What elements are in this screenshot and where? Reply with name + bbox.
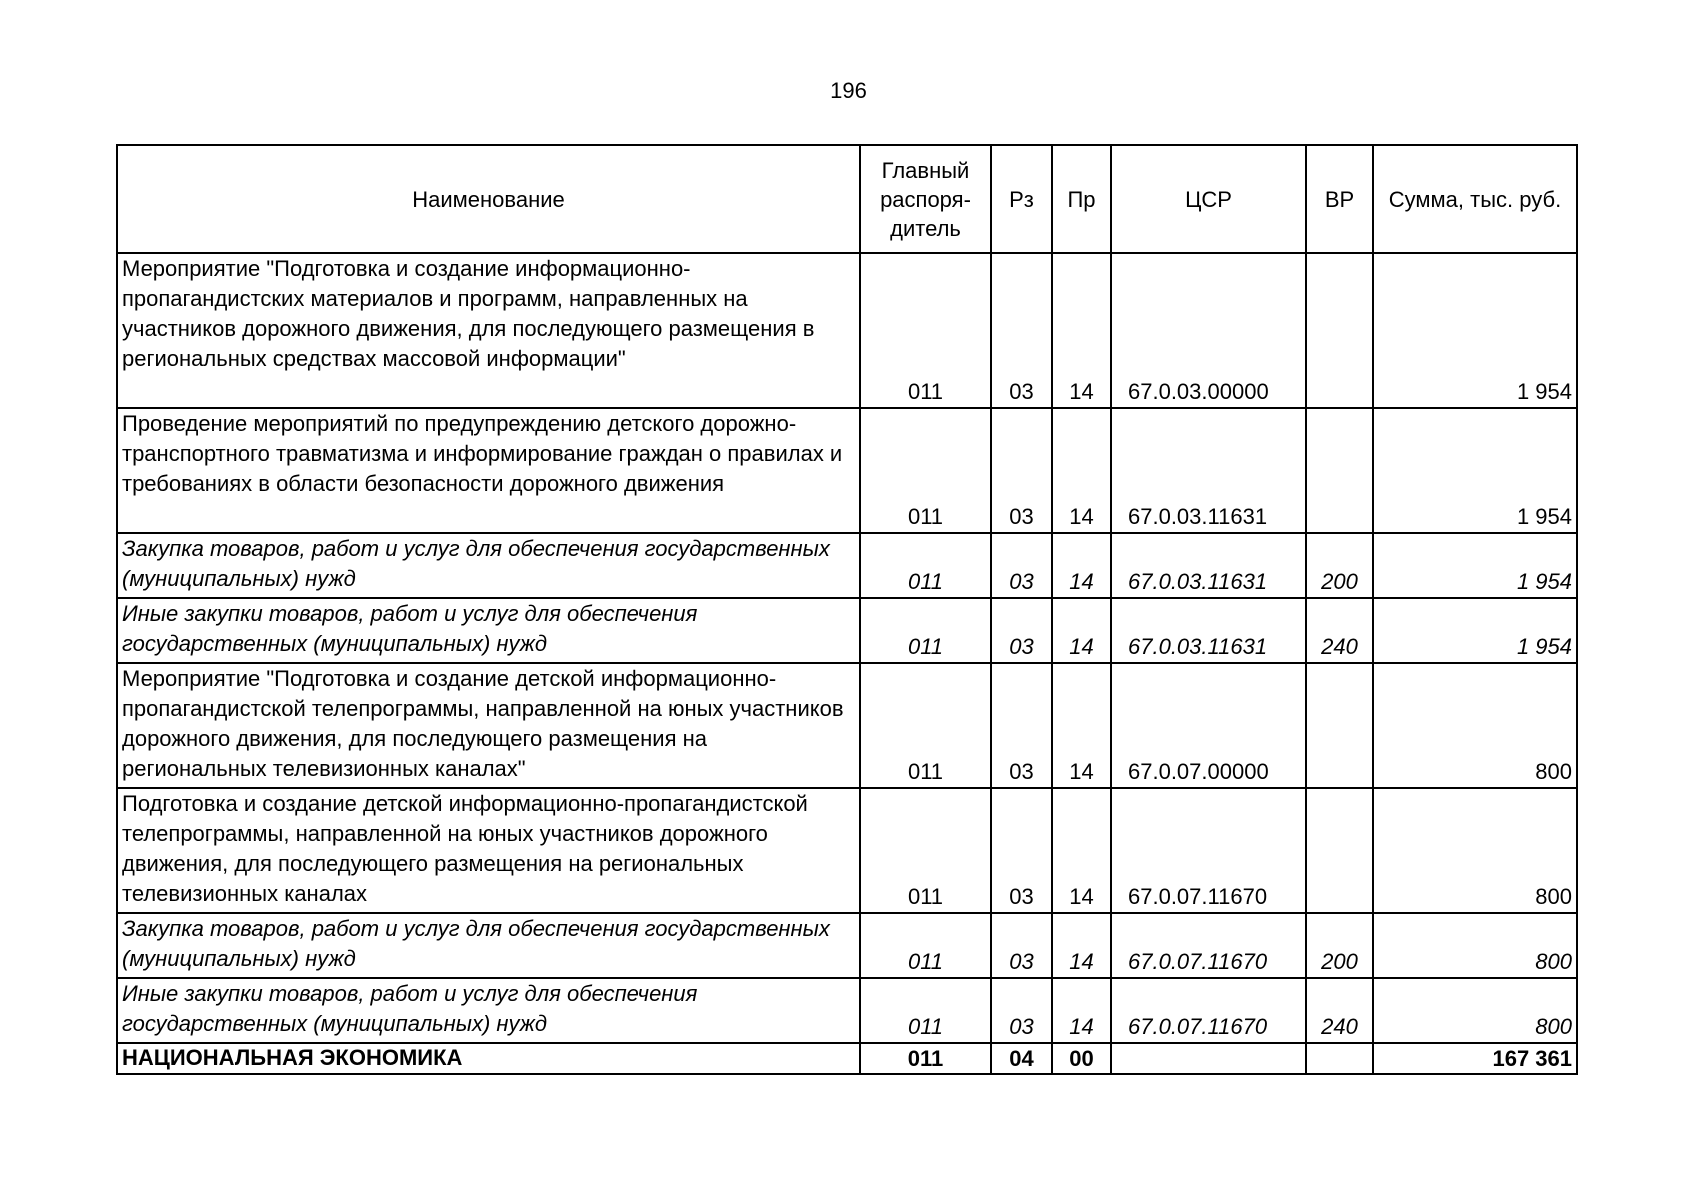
row-pr: 14 (1052, 788, 1111, 913)
row-rz: 04 (991, 1043, 1052, 1074)
header-csr: ЦСР (1111, 145, 1306, 253)
row-name: Закупка товаров, работ и услуг для обеспечения государственных (муниципальных) нужд (117, 533, 860, 598)
row-csr: 67.0.03.11631 (1111, 408, 1306, 533)
row-name: Иные закупки товаров, работ и услуг для обеспечения государственных (муниципальных) нужд (117, 598, 860, 663)
table-row (117, 913, 1577, 978)
header-rz: Рз (991, 145, 1052, 253)
row-vr: 200 (1306, 913, 1373, 978)
row-pr: 14 (1052, 598, 1111, 663)
table-row (117, 253, 1577, 408)
row-name: Проведение мероприятий по предупреждению детского дорожно-транспортного травматизма и информирование граждан о правилах и требованиях в области безопасности дорожного движения (117, 408, 860, 533)
row-pr: 14 (1052, 913, 1111, 978)
row-name: Подготовка и создание детской информационно-пропагандистской телепрограммы, направленной на юных участников дорожного движения, для последующего размещения на региональных телевизионных каналах (117, 788, 860, 913)
row-vr (1306, 253, 1373, 408)
table-row (117, 663, 1577, 788)
row-csr: 67.0.07.11670 (1111, 913, 1306, 978)
row-sum: 800 (1373, 978, 1577, 1043)
row-vr: 240 (1306, 598, 1373, 663)
row-name: Мероприятие "Подготовка и создание информационно-пропагандистских материалов и программ, направленных на участников дорожного движения, для последующего размещения в региональных средствах массовой информации" (117, 253, 860, 408)
row-vr (1306, 788, 1373, 913)
row-rz: 03 (991, 253, 1052, 408)
table-row (117, 533, 1577, 598)
header-sum: Сумма, тыс. руб. (1373, 145, 1577, 253)
row-grbs: 011 (860, 533, 991, 598)
page-number: 196 (830, 78, 867, 103)
row-rz: 03 (991, 913, 1052, 978)
row-sum: 800 (1373, 663, 1577, 788)
table-row (117, 788, 1577, 913)
row-sum: 1 954 (1373, 253, 1577, 408)
row-pr: 00 (1052, 1043, 1111, 1074)
row-pr: 14 (1052, 533, 1111, 598)
row-csr: 67.0.03.11631 (1111, 598, 1306, 663)
table-row (117, 978, 1577, 1043)
row-vr (1306, 1043, 1373, 1074)
row-rz: 03 (991, 663, 1052, 788)
table-row (117, 1043, 1577, 1074)
row-grbs: 011 (860, 788, 991, 913)
row-grbs: 011 (860, 663, 991, 788)
row-csr (1111, 1043, 1306, 1074)
header-pr: Пр (1052, 145, 1111, 253)
row-name: Закупка товаров, работ и услуг для обеспечения государственных (муниципальных) нужд (117, 913, 860, 978)
row-vr: 240 (1306, 978, 1373, 1043)
row-pr: 14 (1052, 663, 1111, 788)
row-rz: 03 (991, 788, 1052, 913)
row-name: НАЦИОНАЛЬНАЯ ЭКОНОМИКА (117, 1043, 860, 1074)
table-row (117, 408, 1577, 533)
row-rz: 03 (991, 978, 1052, 1043)
row-csr: 67.0.07.11670 (1111, 788, 1306, 913)
row-sum: 1 954 (1373, 408, 1577, 533)
row-vr (1306, 408, 1373, 533)
table-row (117, 598, 1577, 663)
header-vr: ВР (1306, 145, 1373, 253)
row-name: Иные закупки товаров, работ и услуг для обеспечения государственных (муниципальных) нужд (117, 978, 860, 1043)
row-sum: 1 954 (1373, 533, 1577, 598)
header-grbs: Главный распоря-дитель (860, 145, 991, 253)
row-grbs: 011 (860, 253, 991, 408)
row-grbs: 011 (860, 978, 991, 1043)
row-csr: 67.0.07.00000 (1111, 663, 1306, 788)
row-csr: 67.0.07.11670 (1111, 978, 1306, 1043)
row-sum: 167 361 (1373, 1043, 1577, 1074)
row-pr: 14 (1052, 253, 1111, 408)
row-name: Мероприятие "Подготовка и создание детской информационно-пропагандистской телепрограммы, направленной на юных участников дорожного движения, для последующего размещения на региональных телевизионных каналах" (117, 663, 860, 788)
row-grbs: 011 (860, 598, 991, 663)
row-grbs: 011 (860, 913, 991, 978)
row-vr (1306, 663, 1373, 788)
row-rz: 03 (991, 598, 1052, 663)
header-name: Наименование (117, 145, 860, 253)
header-row (117, 145, 1577, 253)
row-rz: 03 (991, 408, 1052, 533)
row-pr: 14 (1052, 408, 1111, 533)
row-csr: 67.0.03.00000 (1111, 253, 1306, 408)
row-pr: 14 (1052, 978, 1111, 1043)
budget-table (116, 144, 1578, 1075)
row-sum: 1 954 (1373, 598, 1577, 663)
row-vr: 200 (1306, 533, 1373, 598)
row-sum: 800 (1373, 913, 1577, 978)
row-sum: 800 (1373, 788, 1577, 913)
row-csr: 67.0.03.11631 (1111, 533, 1306, 598)
row-grbs: 011 (860, 1043, 991, 1074)
row-grbs: 011 (860, 408, 991, 533)
row-rz: 03 (991, 533, 1052, 598)
